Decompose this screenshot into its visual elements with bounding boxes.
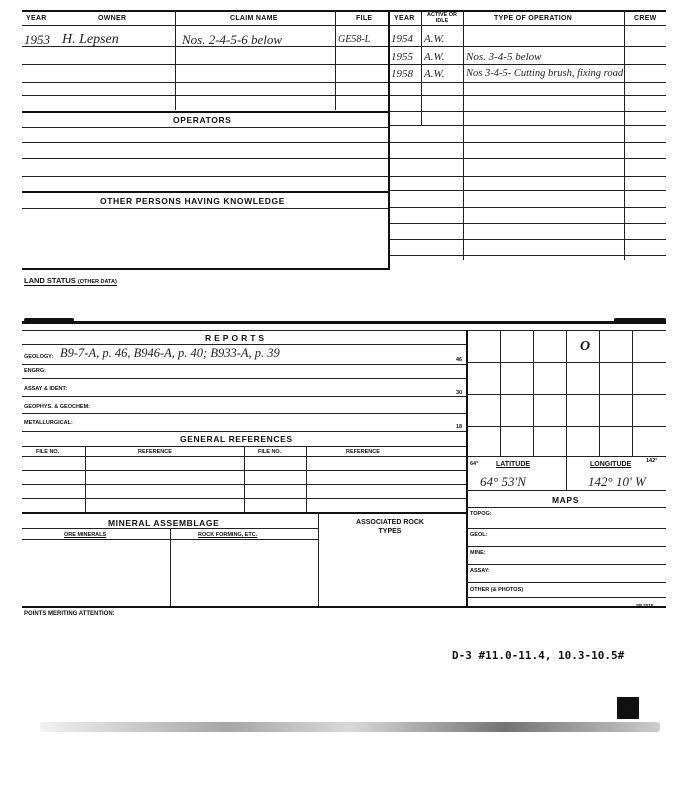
report-geophys-label: GEOPHYS. & GEOCHEM: — [24, 404, 91, 410]
header-type-of-operation: TYPE OF OPERATION — [494, 15, 573, 22]
header-year-2: YEAR — [394, 15, 415, 22]
report-geology-num: 46 — [456, 357, 463, 363]
latitude-label: LATITUDE — [496, 461, 531, 468]
header-file: FILE — [356, 15, 373, 22]
reports-title: REPORTS — [205, 333, 268, 343]
gen-ref-col-file-2: FILE NO. — [258, 449, 282, 455]
op-active-1: A.W. — [424, 33, 445, 45]
general-references-title: GENERAL REFERENCES — [180, 434, 293, 444]
report-geology-value: B9-7-A, p. 46, B946-A, p. 40; B933-A, p. 39 — [60, 346, 280, 360]
op-active-3: A.W. — [424, 68, 445, 80]
other-persons-label: OTHER PERSONS HAVING KNOWLEDGE — [100, 196, 286, 206]
ore-minerals-label: ORE MINERALS — [64, 532, 107, 538]
header-owner: OWNER — [98, 15, 127, 22]
lat-prefix: 64° — [470, 461, 479, 467]
land-status-sub: (OTHER DATA) — [77, 279, 117, 285]
ink-smudge-right — [614, 318, 666, 323]
header-year: YEAR — [26, 15, 47, 22]
op-type-2: Nos. 3-4-5 below — [466, 51, 542, 63]
entry-year: 1953 — [24, 32, 50, 47]
report-metallurgical-label: METALLURGICAL: — [24, 420, 73, 426]
gen-ref-col-ref-2: REFERENCE — [346, 449, 380, 455]
header-crew: CREW — [634, 15, 657, 22]
archive-stamp: D-3 #11.0-11.4, 10.3-10.5# — [452, 649, 625, 662]
op-type-3: Nos 3-4-5- Cutting brush, fixing road — [466, 68, 624, 79]
mineral-assemblage-title: MINERAL ASSEMBLAGE — [108, 518, 220, 528]
associated-rock-types: ASSOCIATED ROCK TYPES — [356, 519, 424, 535]
rock-forming-label: ROCK FORMING, ETC. — [198, 532, 258, 538]
header-claim-name: CLAIM NAME — [230, 15, 278, 22]
points-meriting-attention: POINTS MERITING ATTENTION: — [24, 611, 115, 617]
op-active-2: A.W. — [424, 51, 445, 63]
op-year-1: 1954 — [391, 33, 413, 45]
maps-geol: GEOL: — [470, 532, 488, 538]
maps-assay: ASSAY: — [470, 568, 490, 574]
maps-other: OTHER (& PHOTOS) — [470, 587, 524, 593]
operators-label: OPERATORS — [173, 115, 232, 125]
entry-claim-name: Nos. 2-4-5-6 below — [182, 32, 283, 47]
form-code: SP 7018 — [636, 603, 654, 608]
lon-suffix: 142° — [646, 458, 658, 464]
report-assay-label: ASSAY & IDENT: — [24, 386, 68, 392]
grid-mark: O — [580, 339, 591, 354]
report-engrg-label: ENGRG: — [24, 368, 46, 374]
header-active-idle: ACTIVE OR IDLE — [427, 12, 457, 24]
scan-artifact-band — [40, 722, 660, 732]
longitude-value: 142° 10' W — [588, 474, 646, 489]
op-year-2: 1955 — [391, 51, 413, 63]
op-year-3: 1958 — [391, 68, 413, 80]
entry-file: GE58-L — [338, 34, 371, 45]
land-status-label: LAND STATUS — [24, 276, 76, 285]
report-geology-label: GEOLOGY: — [24, 354, 54, 360]
gen-ref-col-file-1: FILE NO. — [36, 449, 60, 455]
ink-smudge-left — [24, 318, 74, 322]
maps-title: MAPS — [552, 495, 579, 505]
gen-ref-col-ref-1: REFERENCE — [138, 449, 172, 455]
scan-artifact-block — [617, 697, 639, 719]
maps-mine: MINE: — [470, 550, 486, 556]
latitude-value: 64° 53'N — [480, 474, 526, 489]
maps-topog: TOPOG: — [470, 511, 492, 517]
entry-owner: H. Lepsen — [62, 32, 119, 47]
land-status — [24, 276, 117, 286]
report-metallurgical-num: 18 — [456, 424, 463, 430]
longitude-label: LONGITUDE — [590, 461, 632, 468]
report-assay-num: 30 — [456, 390, 463, 396]
